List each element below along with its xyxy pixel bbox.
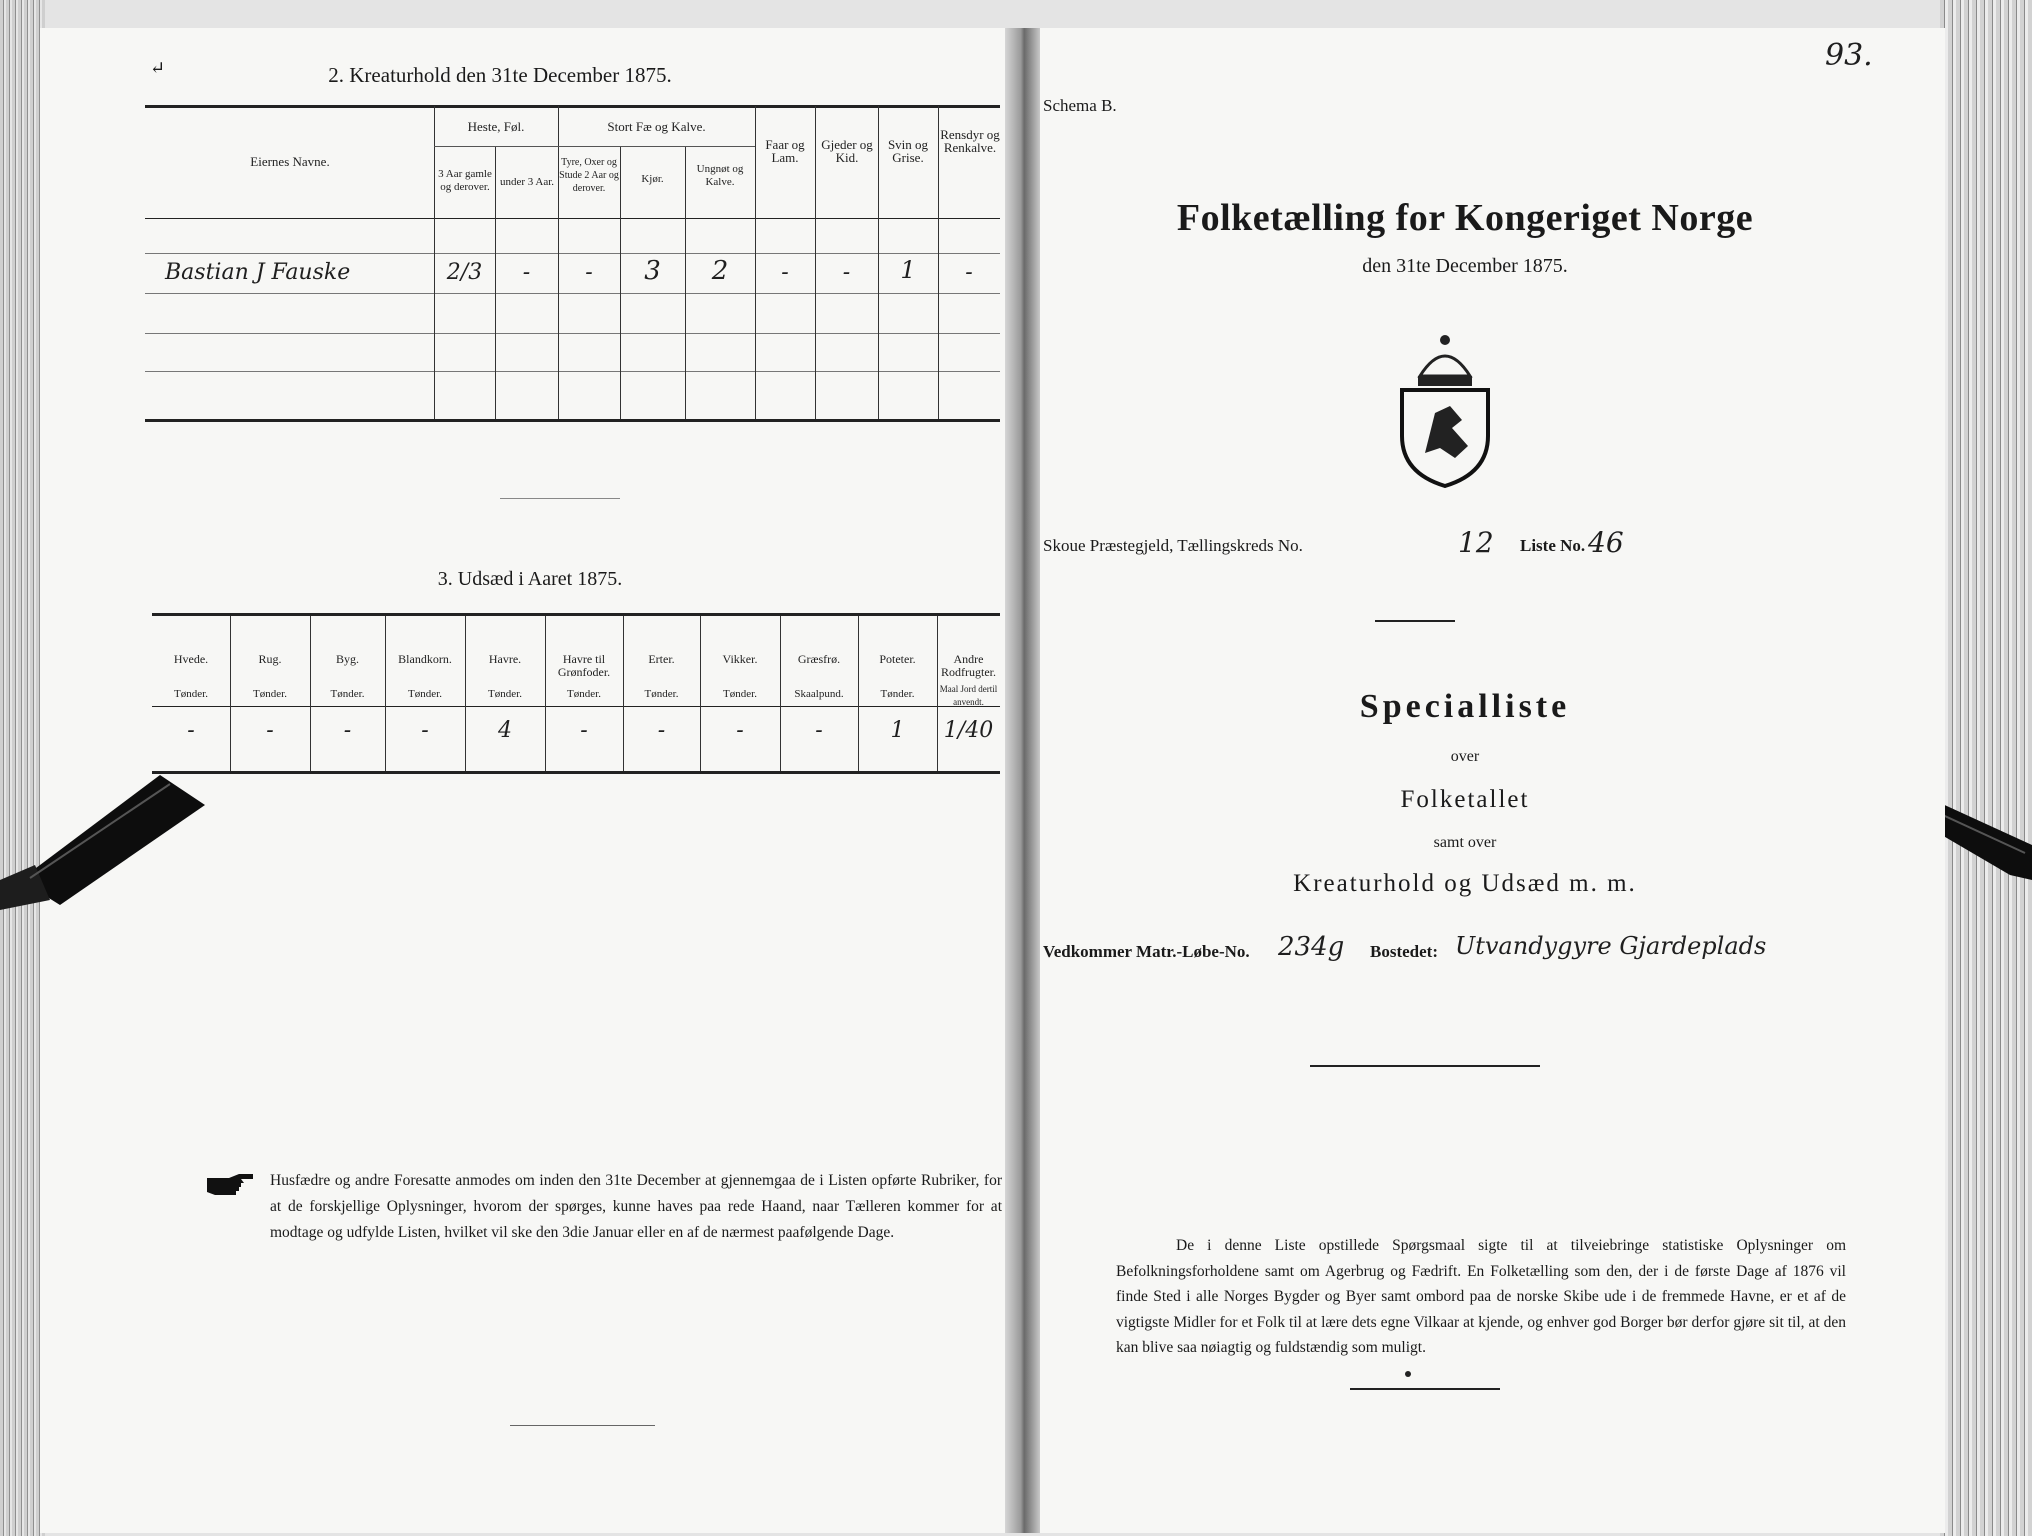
census-date: den 31te December 1875. — [1362, 255, 1568, 277]
t1-bottom-rule — [145, 419, 1000, 422]
t1-pigs-value: 1 — [900, 256, 916, 284]
separator-rule — [500, 498, 620, 499]
t1-row-line — [145, 333, 1000, 334]
over-label: over — [1450, 748, 1480, 765]
short-rule — [1375, 620, 1455, 622]
t2-col-header: Græsfrø. — [797, 652, 841, 666]
t2-col-header: Poteter. — [879, 652, 916, 666]
district-number: 12 — [1458, 526, 1494, 559]
t1-row-line — [145, 293, 1000, 294]
t2-col-unit: Tønder. — [488, 688, 522, 700]
t2-col-unit: Skaalpund. — [794, 688, 844, 700]
schema-label: Schema B. — [1043, 96, 1117, 115]
t2-cell-value: - — [580, 718, 588, 743]
t2-cell-value: - — [343, 718, 352, 743]
t1-owner-name: Bastian J Fauske — [165, 260, 351, 285]
t1-sheep-value: - — [781, 260, 789, 285]
t1-goats-value: - — [842, 260, 851, 285]
t2-cell-value: - — [736, 718, 744, 743]
t2-col-unit: Tønder. — [567, 688, 601, 700]
notice-text: Husfædre og andre Foresatte anmodes om inden den 31te December at gjennemgaa de i Listen opførte Rubriker, for at de forskjellige Oplysninger, hvorom der spørges, kunne haves paa rede Haand, naar Tælleren kommer for at modtage og udfylde Listen, hvilket vil ske den 3die Januar eller en af de nærmest paafølgende Dage. — [270, 1172, 1002, 1241]
t1-horses-b-header: under 3 Aar. — [499, 176, 555, 188]
t2-col-unit: Tønder. — [880, 688, 915, 700]
right-page — [1040, 28, 1945, 1533]
main-title: Folketælling for Kongeriget Norge — [1176, 197, 1754, 239]
right-page-edges — [1940, 0, 2032, 1536]
t1-group-rule — [434, 146, 755, 147]
t1-horses-b-value: - — [522, 260, 531, 285]
dot-mark — [1405, 1371, 1411, 1377]
pointing-hand-icon — [205, 1170, 255, 1200]
corner-mark: ↵ — [150, 58, 166, 78]
t2-col-header: Rug. — [258, 652, 282, 666]
t2-col-unit: Tønder. — [408, 688, 442, 700]
page-number: 93. — [1825, 38, 1873, 73]
t2-header-rule — [152, 706, 1000, 707]
t2-col-unit: Maal Jord dertil anvendt. — [939, 684, 998, 707]
t2-cell-value: - — [657, 718, 666, 743]
t1-owner-header: Eiernes Navne. — [250, 154, 330, 169]
t2-col-header: Havre. — [488, 652, 522, 666]
matr-number: 234g — [1278, 932, 1345, 962]
t1-horses-a-header: 3 Aar gamle og derover. — [438, 168, 492, 193]
t1-row-line — [145, 253, 1000, 254]
t1-horses-a-value: 2/3 — [446, 260, 483, 285]
closing-paragraph: De i denne Liste opstillede Spørgsmaal sigte til at tilveiebringe statistiske Oplysninger om Befolkningsforholdene samt om Agerbrug og Fædrift. En Folketælling som den, der i de første Dage af 1876 vil finde Sted i alle Norges Bygder og Byer samt ombord paa de norske Skibe ude i de fremmede Havne, er et af de vigtigste Midler for et Folk til at lære dets egne Vilkaar at kjende, og enhver god Borger bør derfor gjøre sit til, at den kan blive saa nøiagtig og fuldstændig som muligt. — [1116, 1237, 1846, 1356]
folketallet-label: Folketallet — [1400, 786, 1530, 813]
t2-cell-value: - — [421, 718, 429, 743]
section-2-title: 2. Kreaturhold den 31te December 1875. — [328, 63, 672, 87]
t1-cattle-header: Stort Fæ og Kalve. — [607, 119, 706, 134]
matr-label: Vedkommer Matr.-Løbe-No. — [1043, 942, 1250, 961]
bostedet-value: Utvandygyre Gjardeplads — [1455, 932, 1767, 960]
samt-over-label: samt over — [1433, 834, 1497, 851]
t1-cattle-a-header: Tyre, Oxer og Stude 2 Aar og derover. — [559, 157, 619, 194]
t1-cattle-b-header: Kjør. — [641, 173, 664, 185]
t2-col-unit: Tønder. — [253, 688, 287, 700]
t2-cell-value: - — [187, 718, 195, 743]
t2-col-unit: Tønder. — [644, 688, 679, 700]
bottom-rule — [510, 1425, 655, 1426]
t2-cell-value: - — [266, 718, 274, 743]
section-3-title: 3. Udsæd i Aaret 1875. — [437, 568, 623, 590]
t2-cell-value: 1 — [890, 718, 905, 743]
end-rule — [1350, 1388, 1500, 1390]
t2-col-unit: Tønder. — [330, 688, 365, 700]
kreaturhold-label: Kreaturhold og Udsæd m. m. — [1293, 870, 1637, 897]
t1-cattle-a-value: - — [585, 260, 593, 285]
t1-cattle-c-value: 2 — [711, 256, 729, 286]
specialliste-title: Specialliste — [1359, 688, 1571, 725]
bostedet-label: Bostedet: — [1370, 942, 1438, 961]
t1-pigs-header: Svin og Grise. — [887, 137, 929, 165]
t1-cattle-c-header: Ungnøt og Kalve. — [696, 163, 744, 188]
t2-cell-value: - — [815, 718, 823, 743]
t2-cell-value: 1/40 — [943, 718, 994, 743]
t1-top-rule — [145, 105, 1000, 108]
t2-col-unit: Tønder. — [723, 688, 757, 700]
t1-horses-header: Heste, Føl. — [467, 119, 525, 134]
t2-col-header: Erter. — [648, 652, 675, 666]
t2-col-header: Andre Rodfrugter. — [941, 652, 996, 679]
t2-col-header: Byg. — [335, 652, 359, 666]
t1-cattle-b-value: 3 — [644, 256, 661, 286]
t2-col-header: Havre til Grønfoder. — [557, 652, 611, 679]
district-label: Skoue Præstegjeld, Tællingskreds No. — [1043, 536, 1303, 555]
page-clip-icon — [0, 760, 215, 910]
t1-reindeer-header: Rensdyr og Renkalve. — [940, 127, 1000, 155]
t1-reindeer-value: - — [965, 260, 973, 285]
t2-bottom-rule — [152, 771, 1000, 774]
t2-col-unit: Tønder. — [174, 688, 208, 700]
t1-header-rule — [145, 218, 1000, 219]
book-gutter — [1005, 28, 1040, 1533]
t2-col-header: Blandkorn. — [398, 652, 452, 666]
t2-col-header: Hvede. — [173, 652, 209, 666]
mid-rule — [1310, 1065, 1540, 1067]
t1-row-line — [145, 371, 1000, 372]
t2-cell-value: 4 — [498, 718, 512, 743]
coat-of-arms-icon — [1380, 328, 1510, 488]
t1-sheep-header: Faar og Lam. — [765, 137, 805, 165]
t1-goats-header: Gjeder og Kid. — [821, 137, 873, 165]
t2-top-rule — [152, 613, 1000, 616]
liste-number: 46 — [1588, 526, 1624, 559]
t2-col-header: Vikker. — [722, 652, 758, 666]
liste-label: Liste No. — [1520, 536, 1586, 555]
